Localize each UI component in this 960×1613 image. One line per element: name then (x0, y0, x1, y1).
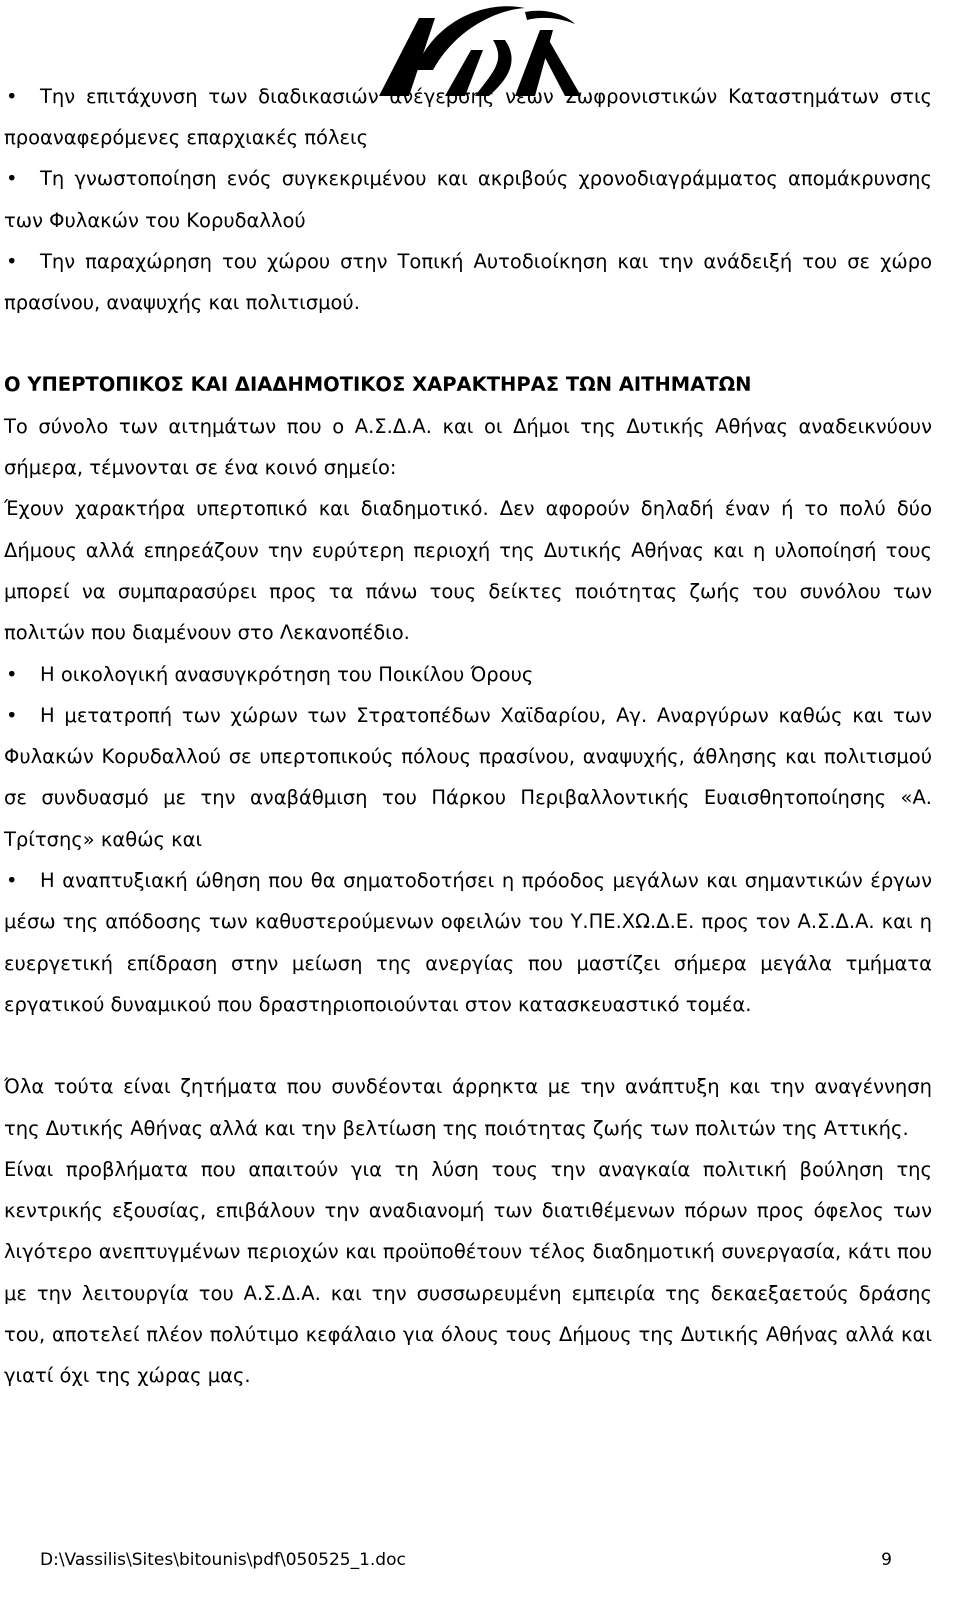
paragraph-spacer (4, 1025, 932, 1066)
bullet-list-top (4, 76, 932, 324)
svg-text:ΑΣΔΑ: ΑΣΔΑ (480, 60, 483, 61)
bullet-icon: • (6, 249, 18, 273)
page-number: 9 (881, 1550, 892, 1570)
list-item: • Η μετατροπή των χώρων των Στρατοπέδων Χαϊδαρίου, Αγ. Αναργύρων καθώς και των Φυλακών Κορυδαλλού σε υπερτοπικούς πόλους πρασίνου, αναψυχής, άθλησης και πολιτισμού σε συνδυασμό με την αναβάθμιση του Πάρκου Περιβαλλοντικής Ευαισθητοποίησης «Α. Τρίτσης» καθώς και (4, 695, 932, 860)
closing-paragraph-1: Όλα τούτα είναι ζητήματα που συνδέονται άρρηκτα με την ανάπτυξη και την αναγέννηση της Δυτικής Αθήνας αλλά και την βελτίωση της ποιότητας ζωής των πολιτών της Αττικής. (4, 1075, 932, 1140)
list-item: • Τη γνωστοποίηση ενός συγκεκριμένου και ακριβούς χρονοδιαγράμματος απομάκρυνσης των Φυλακών του Κορυδαλλού (4, 158, 932, 241)
bullet-icon: • (6, 84, 18, 108)
list-item: • Η οικολογική ανασυγκρότηση του Ποικίλου Όρους (4, 654, 932, 695)
footer-file-path: D:\Vassilis\Sites\bitounis\pdf\050525_1.doc (40, 1550, 406, 1570)
section-heading: Ο ΥΠΕΡΤΟΠΙΚΟΣ ΚΑΙ ΔΙΑΔΗΜΟΤΙΚΟΣ ΧΑΡΑΚΤΗΡΑΣ ΤΩΝ ΑΙΤΗΜΑΤΩΝ (4, 373, 752, 397)
page-footer (40, 1540, 892, 1581)
document-body (4, 84, 932, 1397)
bullet-list-bottom (4, 654, 932, 1026)
bullet-icon: • (6, 703, 18, 727)
intro-paragraph: Το σύνολο των αιτημάτων που ο Α.Σ.Δ.Α. και οι Δήμοι της Δυτικής Αθήνας αναδεικνύουν σήμερα, τέμνονται σε ένα κοινό σημείο: (4, 414, 932, 480)
bullet-icon: • (6, 662, 18, 686)
list-item: • Η αναπτυξιακή ώθηση που θα σηματοδοτήσει η πρόοδος μεγάλων και σημαντικών έργων μέσω της απόδοσης των καθυστερούμενων οφειλών του Υ.ΠΕ.ΧΩ.Δ.Ε. προς τον Α.Σ.Δ.Α. και η ευεργετική επίδραση στην μείωση της ανεργίας που μαστίζει σήμερα μεγάλα τμήματα εργατικού δυναμικού που δραστηριοποιούνται στον κατασκευαστικό τομέα. (4, 860, 932, 1025)
list-item: • Την παραχώρηση του χώρου στην Τοπική Αυτοδιοίκηση και την ανάδειξή του σε χώρο πρασίνου, αναψυχής και πολιτισμού. (4, 241, 932, 324)
character-paragraph: Έχουν χαρακτήρα υπερτοπικό και διαδημοτικό. Δεν αφορούν δηλαδή έναν ή το πολύ δύο Δήμους αλλά επηρεάζουν την ευρύτερη περιοχή της Δυτικής Αθήνας και η υλοποίησή τους μπορεί να συμπαρασύρει προς τα πάνω τους δείκτες ποιότητας ζωής του συνόλου των πολιτών που διαμένουν στο Λεκανοπέδιο. (4, 497, 932, 645)
bullet-icon: • (6, 167, 18, 191)
list-item: • Την επιτάχυνση των διαδικασιών ανέγερσης νέων Σωφρονιστικών Καταστημάτων στις προαναφερόμενες επαρχιακές πόλεις (4, 76, 932, 159)
closing-paragraph-2: Είναι προβλήματα που απαιτούν για τη λύση τους την αναγκαία πολιτική βούληση της κεντρικής εξουσίας, επιβάλουν την αναδιανομή των διατιθέμενων πόρων προς όφελος των λιγότερο ανεπτυγμένων περιοχών και προϋποθέτουν τέλος διαδημοτική συνεργασία, κάτι που με την λειτουργία του Α.Σ.Δ.Α. και την συσσωρευμένη εμπειρία της δεκαεξαετούς δράσης του, αποτελεί πλέον πολύτιμο κεφάλαιο για όλους τους Δήμους της Δυτικής Αθήνας αλλά και γιατί όχι της χώρας μας. (4, 1157, 932, 1388)
bullet-icon: • (6, 869, 18, 893)
